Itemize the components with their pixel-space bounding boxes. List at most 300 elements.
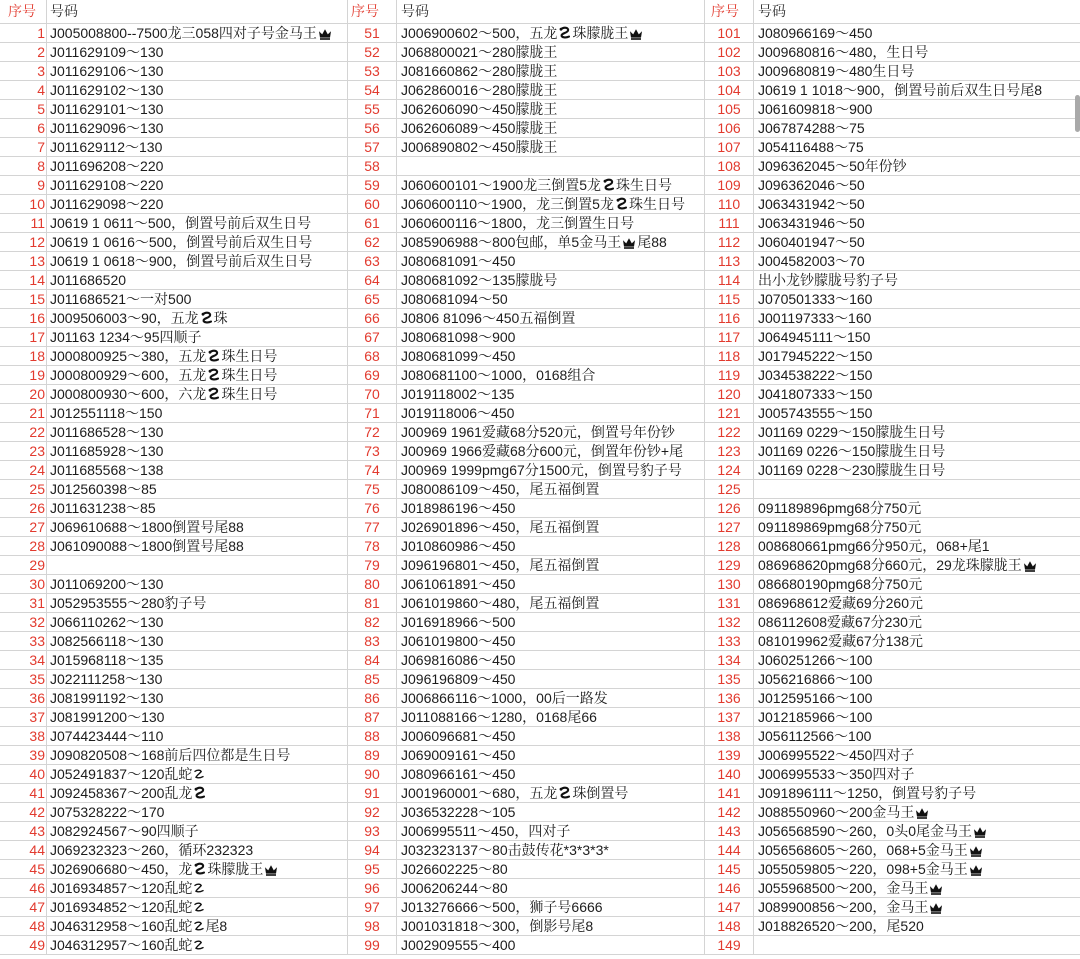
code-cell[interactable] (397, 841, 705, 860)
code-cell[interactable] (754, 404, 1080, 423)
serial-number-cell[interactable]: 127 (705, 518, 754, 537)
serial-number-cell[interactable]: 106 (705, 119, 754, 138)
serial-number-cell[interactable]: 74 (348, 461, 397, 480)
code-cell[interactable] (397, 860, 705, 879)
serial-number-cell[interactable]: 39 (0, 746, 47, 765)
code-cell[interactable] (754, 860, 1080, 879)
serial-number-cell[interactable]: 32 (0, 613, 47, 632)
serial-number-cell[interactable]: 76 (348, 499, 397, 518)
serial-number-cell[interactable]: 31 (0, 594, 47, 613)
serial-number-cell[interactable]: 33 (0, 632, 47, 651)
code-cell[interactable] (754, 157, 1080, 176)
code-cell[interactable] (754, 879, 1080, 898)
serial-number-cell[interactable]: 24 (0, 461, 47, 480)
code-cell[interactable] (754, 632, 1080, 651)
code-cell[interactable] (397, 423, 705, 442)
code-cell[interactable] (47, 195, 348, 214)
code-cell[interactable] (47, 936, 348, 955)
serial-number-cell[interactable]: 77 (348, 518, 397, 537)
code-cell[interactable] (47, 917, 348, 936)
serial-number-cell[interactable]: 37 (0, 708, 47, 727)
serial-number-cell[interactable]: 19 (0, 366, 47, 385)
code-cell[interactable] (397, 81, 705, 100)
serial-number-cell[interactable]: 83 (348, 632, 397, 651)
serial-number-cell[interactable]: 128 (705, 537, 754, 556)
serial-number-cell[interactable]: 75 (348, 480, 397, 499)
code-cell[interactable] (397, 632, 705, 651)
serial-number-cell[interactable]: 143 (705, 822, 754, 841)
serial-number-cell[interactable]: 108 (705, 157, 754, 176)
code-cell[interactable] (754, 917, 1080, 936)
code-cell[interactable] (397, 727, 705, 746)
code-cell[interactable] (754, 537, 1080, 556)
code-cell[interactable] (47, 575, 348, 594)
serial-number-cell[interactable]: 34 (0, 651, 47, 670)
serial-number-cell[interactable]: 59 (348, 176, 397, 195)
code-cell[interactable] (47, 62, 348, 81)
code-cell[interactable] (754, 423, 1080, 442)
code-cell[interactable] (397, 309, 705, 328)
serial-number-cell[interactable]: 64 (348, 271, 397, 290)
serial-number-cell[interactable]: 23 (0, 442, 47, 461)
serial-number-cell[interactable]: 103 (705, 62, 754, 81)
serial-number-cell[interactable]: 17 (0, 328, 47, 347)
serial-number-cell[interactable]: 15 (0, 290, 47, 309)
code-cell[interactable] (754, 936, 1080, 955)
serial-number-cell[interactable]: 82 (348, 613, 397, 632)
code-cell[interactable] (754, 43, 1080, 62)
code-cell[interactable] (47, 423, 348, 442)
serial-number-cell[interactable]: 91 (348, 784, 397, 803)
code-cell[interactable] (397, 689, 705, 708)
serial-number-cell[interactable]: 81 (348, 594, 397, 613)
serial-number-cell[interactable]: 95 (348, 860, 397, 879)
code-cell[interactable] (397, 556, 705, 575)
code-cell[interactable] (397, 575, 705, 594)
vertical-scrollbar-thumb[interactable] (1075, 95, 1080, 132)
code-cell[interactable] (754, 556, 1080, 575)
serial-number-cell[interactable]: 27 (0, 518, 47, 537)
serial-number-cell[interactable]: 94 (348, 841, 397, 860)
header-code[interactable]: 号码 (47, 0, 348, 24)
serial-number-cell[interactable]: 130 (705, 575, 754, 594)
serial-number-cell[interactable]: 121 (705, 404, 754, 423)
serial-number-cell[interactable]: 16 (0, 309, 47, 328)
code-cell[interactable] (47, 271, 348, 290)
code-cell[interactable] (47, 233, 348, 252)
code-cell[interactable] (397, 518, 705, 537)
serial-number-cell[interactable]: 10 (0, 195, 47, 214)
code-cell[interactable] (397, 670, 705, 689)
code-cell[interactable] (47, 670, 348, 689)
code-cell[interactable] (397, 708, 705, 727)
code-cell[interactable] (754, 100, 1080, 119)
serial-number-cell[interactable]: 87 (348, 708, 397, 727)
serial-number-cell[interactable]: 28 (0, 537, 47, 556)
serial-number-cell[interactable]: 4 (0, 81, 47, 100)
code-cell[interactable] (397, 195, 705, 214)
code-cell[interactable] (754, 366, 1080, 385)
code-cell[interactable] (397, 803, 705, 822)
code-cell[interactable] (47, 442, 348, 461)
code-cell[interactable] (47, 328, 348, 347)
code-cell[interactable] (47, 176, 348, 195)
serial-number-cell[interactable]: 116 (705, 309, 754, 328)
serial-number-cell[interactable]: 79 (348, 556, 397, 575)
serial-number-cell[interactable]: 47 (0, 898, 47, 917)
code-cell[interactable] (754, 328, 1080, 347)
code-cell[interactable] (754, 252, 1080, 271)
code-cell[interactable] (397, 233, 705, 252)
code-cell[interactable] (397, 765, 705, 784)
serial-number-cell[interactable]: 54 (348, 81, 397, 100)
serial-number-cell[interactable]: 96 (348, 879, 397, 898)
serial-number-cell[interactable]: 29 (0, 556, 47, 575)
code-cell[interactable] (754, 670, 1080, 689)
serial-number-cell[interactable]: 12 (0, 233, 47, 252)
code-cell[interactable] (47, 708, 348, 727)
serial-number-cell[interactable]: 63 (348, 252, 397, 271)
serial-number-cell[interactable]: 98 (348, 917, 397, 936)
code-cell[interactable] (754, 727, 1080, 746)
serial-number-cell[interactable]: 101 (705, 24, 754, 43)
serial-number-cell[interactable]: 38 (0, 727, 47, 746)
serial-number-cell[interactable]: 62 (348, 233, 397, 252)
serial-number-cell[interactable]: 97 (348, 898, 397, 917)
code-cell[interactable] (754, 195, 1080, 214)
serial-number-cell[interactable]: 52 (348, 43, 397, 62)
code-cell[interactable] (47, 404, 348, 423)
serial-number-cell[interactable]: 7 (0, 138, 47, 157)
serial-number-cell[interactable]: 88 (348, 727, 397, 746)
code-cell[interactable] (397, 366, 705, 385)
code-cell[interactable] (754, 746, 1080, 765)
code-cell[interactable] (397, 480, 705, 499)
serial-number-cell[interactable]: 86 (348, 689, 397, 708)
code-cell[interactable] (47, 309, 348, 328)
code-cell[interactable] (47, 537, 348, 556)
header-serial-number[interactable]: 序号 (348, 0, 397, 24)
serial-number-cell[interactable]: 90 (348, 765, 397, 784)
serial-number-cell[interactable]: 21 (0, 404, 47, 423)
serial-number-cell[interactable]: 89 (348, 746, 397, 765)
serial-number-cell[interactable]: 117 (705, 328, 754, 347)
code-cell[interactable] (397, 404, 705, 423)
serial-number-cell[interactable]: 92 (348, 803, 397, 822)
serial-number-cell[interactable]: 137 (705, 708, 754, 727)
serial-number-cell[interactable]: 93 (348, 822, 397, 841)
serial-number-cell[interactable]: 126 (705, 499, 754, 518)
serial-number-cell[interactable]: 14 (0, 271, 47, 290)
code-cell[interactable] (397, 176, 705, 195)
serial-number-cell[interactable]: 11 (0, 214, 47, 233)
serial-number-cell[interactable]: 144 (705, 841, 754, 860)
serial-number-cell[interactable]: 26 (0, 499, 47, 518)
code-cell[interactable] (397, 594, 705, 613)
code-cell[interactable] (47, 841, 348, 860)
code-cell[interactable] (754, 119, 1080, 138)
header-code[interactable]: 号码 (754, 0, 1080, 24)
code-cell[interactable] (397, 898, 705, 917)
code-cell[interactable] (47, 499, 348, 518)
code-cell[interactable] (47, 594, 348, 613)
serial-number-cell[interactable]: 57 (348, 138, 397, 157)
serial-number-cell[interactable]: 44 (0, 841, 47, 860)
code-cell[interactable] (47, 651, 348, 670)
serial-number-cell[interactable]: 113 (705, 252, 754, 271)
serial-number-cell[interactable]: 2 (0, 43, 47, 62)
code-cell[interactable] (754, 765, 1080, 784)
code-cell[interactable] (754, 708, 1080, 727)
serial-number-cell[interactable]: 72 (348, 423, 397, 442)
serial-number-cell[interactable]: 109 (705, 176, 754, 195)
code-cell[interactable] (47, 727, 348, 746)
serial-number-cell[interactable]: 133 (705, 632, 754, 651)
code-cell[interactable] (47, 632, 348, 651)
code-cell[interactable] (397, 271, 705, 290)
serial-number-cell[interactable]: 56 (348, 119, 397, 138)
serial-number-cell[interactable]: 147 (705, 898, 754, 917)
code-cell[interactable] (47, 803, 348, 822)
serial-number-cell[interactable]: 85 (348, 670, 397, 689)
code-cell[interactable] (397, 461, 705, 480)
serial-number-cell[interactable]: 149 (705, 936, 754, 955)
serial-number-cell[interactable]: 111 (705, 214, 754, 233)
serial-number-cell[interactable]: 13 (0, 252, 47, 271)
serial-number-cell[interactable]: 123 (705, 442, 754, 461)
code-cell[interactable] (754, 841, 1080, 860)
serial-number-cell[interactable]: 53 (348, 62, 397, 81)
serial-number-cell[interactable]: 20 (0, 385, 47, 404)
code-cell[interactable] (754, 651, 1080, 670)
serial-number-cell[interactable]: 124 (705, 461, 754, 480)
code-cell[interactable] (47, 252, 348, 271)
serial-number-cell[interactable]: 9 (0, 176, 47, 195)
code-cell[interactable] (47, 689, 348, 708)
code-cell[interactable] (754, 518, 1080, 537)
serial-number-cell[interactable]: 73 (348, 442, 397, 461)
serial-number-cell[interactable]: 148 (705, 917, 754, 936)
serial-number-cell[interactable]: 112 (705, 233, 754, 252)
header-serial-number[interactable]: 序号 (0, 0, 47, 24)
code-cell[interactable] (754, 176, 1080, 195)
serial-number-cell[interactable]: 6 (0, 119, 47, 138)
code-cell[interactable] (397, 499, 705, 518)
serial-number-cell[interactable]: 122 (705, 423, 754, 442)
serial-number-cell[interactable]: 125 (705, 480, 754, 499)
code-cell[interactable] (397, 24, 705, 43)
serial-number-cell[interactable]: 114 (705, 271, 754, 290)
code-cell[interactable] (397, 746, 705, 765)
serial-number-cell[interactable]: 45 (0, 860, 47, 879)
serial-number-cell[interactable]: 42 (0, 803, 47, 822)
code-cell[interactable] (47, 556, 348, 575)
code-cell[interactable] (397, 651, 705, 670)
code-cell[interactable] (754, 442, 1080, 461)
code-cell[interactable] (47, 366, 348, 385)
serial-number-cell[interactable]: 84 (348, 651, 397, 670)
code-cell[interactable] (47, 290, 348, 309)
code-cell[interactable] (397, 879, 705, 898)
code-cell[interactable] (754, 309, 1080, 328)
code-cell[interactable] (47, 860, 348, 879)
serial-number-cell[interactable]: 40 (0, 765, 47, 784)
serial-number-cell[interactable]: 3 (0, 62, 47, 81)
code-cell[interactable] (397, 822, 705, 841)
serial-number-cell[interactable]: 65 (348, 290, 397, 309)
serial-number-cell[interactable]: 41 (0, 784, 47, 803)
code-cell[interactable] (47, 43, 348, 62)
code-cell[interactable] (754, 784, 1080, 803)
code-cell[interactable] (397, 613, 705, 632)
serial-number-cell[interactable]: 71 (348, 404, 397, 423)
code-cell[interactable] (397, 917, 705, 936)
serial-number-cell[interactable]: 46 (0, 879, 47, 898)
code-cell[interactable] (47, 765, 348, 784)
serial-number-cell[interactable]: 36 (0, 689, 47, 708)
header-serial-number[interactable]: 序号 (705, 0, 754, 24)
serial-number-cell[interactable]: 8 (0, 157, 47, 176)
code-cell[interactable] (397, 537, 705, 556)
code-cell[interactable] (754, 594, 1080, 613)
code-cell[interactable] (47, 24, 348, 43)
serial-number-cell[interactable]: 1 (0, 24, 47, 43)
code-cell[interactable] (47, 157, 348, 176)
serial-number-cell[interactable]: 35 (0, 670, 47, 689)
serial-number-cell[interactable]: 49 (0, 936, 47, 955)
code-cell[interactable] (397, 936, 705, 955)
code-cell[interactable] (754, 461, 1080, 480)
code-cell[interactable] (397, 119, 705, 138)
serial-number-cell[interactable]: 5 (0, 100, 47, 119)
serial-number-cell[interactable]: 102 (705, 43, 754, 62)
serial-number-cell[interactable]: 134 (705, 651, 754, 670)
code-cell[interactable] (754, 138, 1080, 157)
serial-number-cell[interactable]: 135 (705, 670, 754, 689)
serial-number-cell[interactable]: 120 (705, 385, 754, 404)
serial-number-cell[interactable]: 58 (348, 157, 397, 176)
code-cell[interactable] (47, 461, 348, 480)
code-cell[interactable] (754, 499, 1080, 518)
code-cell[interactable] (397, 214, 705, 233)
code-cell[interactable] (754, 480, 1080, 499)
serial-number-cell[interactable]: 140 (705, 765, 754, 784)
code-cell[interactable] (754, 822, 1080, 841)
code-cell[interactable] (47, 879, 348, 898)
code-cell[interactable] (397, 157, 705, 176)
serial-number-cell[interactable]: 43 (0, 822, 47, 841)
serial-number-cell[interactable]: 22 (0, 423, 47, 442)
code-cell[interactable] (754, 347, 1080, 366)
code-cell[interactable] (47, 385, 348, 404)
code-cell[interactable] (47, 347, 348, 366)
code-cell[interactable] (47, 480, 348, 499)
code-cell[interactable] (47, 898, 348, 917)
code-cell[interactable] (754, 290, 1080, 309)
code-cell[interactable] (47, 81, 348, 100)
serial-number-cell[interactable]: 141 (705, 784, 754, 803)
code-cell[interactable] (754, 385, 1080, 404)
header-code[interactable]: 号码 (397, 0, 705, 24)
code-cell[interactable] (47, 119, 348, 138)
code-cell[interactable] (754, 24, 1080, 43)
serial-number-cell[interactable]: 138 (705, 727, 754, 746)
serial-number-cell[interactable]: 30 (0, 575, 47, 594)
code-cell[interactable] (397, 290, 705, 309)
serial-number-cell[interactable]: 136 (705, 689, 754, 708)
serial-number-cell[interactable]: 139 (705, 746, 754, 765)
serial-number-cell[interactable]: 107 (705, 138, 754, 157)
serial-number-cell[interactable]: 146 (705, 879, 754, 898)
serial-number-cell[interactable]: 110 (705, 195, 754, 214)
code-cell[interactable] (397, 100, 705, 119)
serial-number-cell[interactable]: 80 (348, 575, 397, 594)
code-cell[interactable] (754, 81, 1080, 100)
serial-number-cell[interactable]: 18 (0, 347, 47, 366)
serial-number-cell[interactable]: 69 (348, 366, 397, 385)
code-cell[interactable] (47, 214, 348, 233)
serial-number-cell[interactable]: 105 (705, 100, 754, 119)
code-cell[interactable] (47, 100, 348, 119)
serial-number-cell[interactable]: 78 (348, 537, 397, 556)
serial-number-cell[interactable]: 145 (705, 860, 754, 879)
code-cell[interactable] (397, 328, 705, 347)
serial-number-cell[interactable]: 25 (0, 480, 47, 499)
code-cell[interactable] (397, 442, 705, 461)
serial-number-cell[interactable]: 104 (705, 81, 754, 100)
serial-number-cell[interactable]: 51 (348, 24, 397, 43)
code-cell[interactable] (754, 271, 1080, 290)
serial-number-cell[interactable]: 142 (705, 803, 754, 822)
code-cell[interactable] (47, 746, 348, 765)
code-cell[interactable] (397, 62, 705, 81)
code-cell[interactable] (754, 613, 1080, 632)
code-cell[interactable] (754, 62, 1080, 81)
serial-number-cell[interactable]: 118 (705, 347, 754, 366)
serial-number-cell[interactable]: 48 (0, 917, 47, 936)
serial-number-cell[interactable]: 67 (348, 328, 397, 347)
code-cell[interactable] (47, 784, 348, 803)
code-cell[interactable] (47, 822, 348, 841)
serial-number-cell[interactable]: 61 (348, 214, 397, 233)
serial-number-cell[interactable]: 55 (348, 100, 397, 119)
code-cell[interactable] (47, 518, 348, 537)
code-cell[interactable] (397, 43, 705, 62)
code-cell[interactable] (47, 138, 348, 157)
code-cell[interactable] (754, 214, 1080, 233)
code-cell[interactable] (397, 385, 705, 404)
code-cell[interactable] (47, 613, 348, 632)
serial-number-cell[interactable]: 70 (348, 385, 397, 404)
code-cell[interactable] (754, 575, 1080, 594)
serial-number-cell[interactable]: 129 (705, 556, 754, 575)
code-cell[interactable] (397, 138, 705, 157)
code-cell[interactable] (754, 803, 1080, 822)
serial-number-cell[interactable]: 66 (348, 309, 397, 328)
code-cell[interactable] (754, 233, 1080, 252)
code-cell[interactable] (754, 898, 1080, 917)
code-cell[interactable] (397, 347, 705, 366)
serial-number-cell[interactable]: 68 (348, 347, 397, 366)
serial-number-cell[interactable]: 119 (705, 366, 754, 385)
serial-number-cell[interactable]: 115 (705, 290, 754, 309)
serial-number-cell[interactable]: 60 (348, 195, 397, 214)
serial-number-cell[interactable]: 132 (705, 613, 754, 632)
code-cell[interactable] (397, 784, 705, 803)
serial-number-cell[interactable]: 99 (348, 936, 397, 955)
code-cell[interactable] (754, 689, 1080, 708)
serial-number-cell[interactable]: 131 (705, 594, 754, 613)
